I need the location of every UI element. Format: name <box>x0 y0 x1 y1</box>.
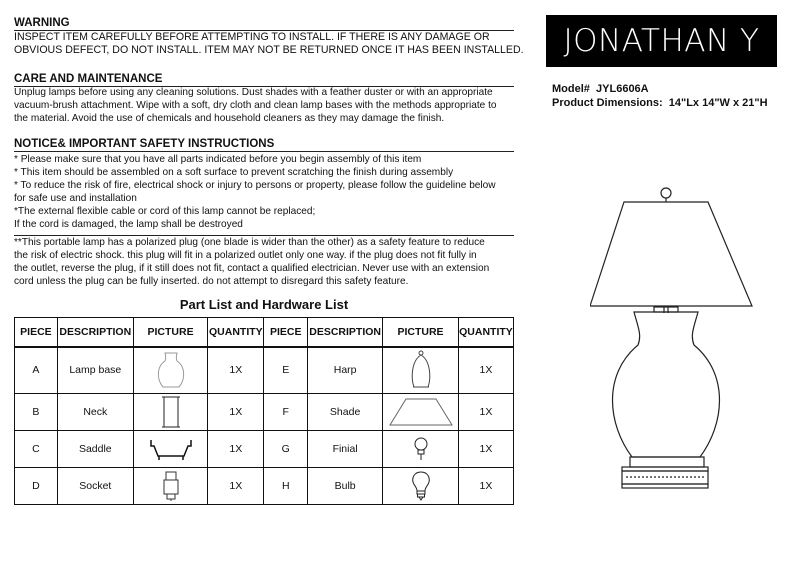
header-quantity: QUANTITY <box>208 318 264 348</box>
quantity-cell: 1X <box>458 347 513 393</box>
dimensions-label: Product Dimensions: <box>552 97 663 109</box>
header-description: DESCRIPTION <box>308 318 383 348</box>
saddle-icon <box>147 436 195 462</box>
care-title: CARE AND MAINTENANCE <box>14 73 163 85</box>
description-cell: Saddle <box>57 430 133 467</box>
quantity-cell: 1X <box>208 393 264 430</box>
piece-cell: D <box>15 467 58 504</box>
care-line: Unplug lamps before using any cleaning solutions. Dust shades with a feather duster or with an appropriate <box>14 87 493 98</box>
safety-rule <box>14 151 514 152</box>
safety-line: If the cord is damaged, the lamp shall be destroyed <box>14 219 243 231</box>
polarized-line: cord unless the plug can be fully inserted. do not attempt to disregard this safety feature. <box>14 276 409 288</box>
finial-icon <box>411 436 431 462</box>
safety-text <box>14 153 496 232</box>
safety-line: * This item should be assembled on a soft surface to prevent scratching the finish during assembly <box>14 167 454 179</box>
description-cell: Harp <box>308 347 383 393</box>
neck-icon <box>160 395 182 429</box>
description-cell: Shade <box>308 393 383 430</box>
piece-cell: G <box>264 430 308 467</box>
parts-header-row <box>15 318 514 348</box>
description-cell: Lamp base <box>57 347 133 393</box>
quantity-cell: 1X <box>208 430 264 467</box>
quantity-cell: 1X <box>458 393 513 430</box>
polarized-line: **This portable lamp has a polarized plug (one blade is wider than the other) as a safety feature to reduce <box>14 237 485 248</box>
description-cell: Neck <box>57 393 133 430</box>
table-row <box>15 430 514 467</box>
piece-cell: E <box>264 347 308 393</box>
header-piece: PIECE <box>264 318 308 348</box>
care-text <box>14 86 497 125</box>
picture-cell <box>133 467 208 504</box>
shade-icon <box>388 396 454 428</box>
lamp-illustration <box>590 185 760 495</box>
care-line: vacuum-brush attachment. Wipe with a soft, dry cloth and clean lamp bases with the methods appropriate to <box>14 100 497 112</box>
piece-cell: C <box>15 430 58 467</box>
safety-line: * To reduce the risk of fire, electrical shock or injury to persons or property, please follow the guideline below <box>14 180 496 192</box>
picture-cell <box>383 467 459 504</box>
finial-part <box>661 188 671 198</box>
table-row <box>15 467 514 504</box>
picture-cell <box>383 393 459 430</box>
polarized-line: the outlet, reverse the plug, if it still does not fit, contact a qualified electrician. Never use with an extension <box>14 263 490 275</box>
description-cell: Bulb <box>308 467 383 504</box>
table-row <box>15 347 514 393</box>
polarized-text <box>14 236 489 288</box>
care-line: the material. Avoid the use of chemicals and household cleaners as they may damage the finish. <box>14 113 445 125</box>
safety-title: NOTICE& IMPORTANT SAFETY INSTRUCTIONS <box>14 138 275 150</box>
parts-table <box>14 317 514 505</box>
shade-part <box>590 202 752 306</box>
dimensions-value: 14"Lx 14"W x 21"H <box>668 97 768 109</box>
piece-cell: B <box>15 393 58 430</box>
piece-cell: F <box>264 393 308 430</box>
description-cell: Finial <box>308 430 383 467</box>
picture-cell <box>383 347 459 393</box>
dimensions-line <box>552 96 768 110</box>
description-cell: Socket <box>57 467 133 504</box>
warning-line: INSPECT ITEM CAREFULLY BEFORE ATTEMPTING TO INSTALL. IF THERE IS ANY DAMAGE OR <box>14 31 490 43</box>
header-picture: PICTURE <box>133 318 208 348</box>
warning-title: WARNING <box>14 17 70 29</box>
brand-logo: JONATHAN Y <box>546 15 777 67</box>
piece-cell: A <box>15 347 58 393</box>
model-line <box>552 82 649 96</box>
safety-line: for safe use and installation <box>14 193 137 205</box>
safety-line: * Please make sure that you have all parts indicated before you begin assembly of this item <box>14 154 422 165</box>
warning-line: OBVIOUS DEFECT, DO NOT INSTALL. ITEM MAY NOT BE RETURNED ONCE IT HAS BEEN INSTALLED. <box>14 44 524 57</box>
picture-cell <box>133 430 208 467</box>
quantity-cell: 1X <box>208 347 264 393</box>
neck-part <box>654 307 678 312</box>
header-piece: PIECE <box>15 318 58 348</box>
model-label: Model# <box>552 83 590 95</box>
safety-line: *The external flexible cable or cord of this lamp cannot be replaced; <box>14 206 316 218</box>
picture-cell <box>133 393 208 430</box>
socket-icon <box>161 470 181 502</box>
quantity-cell: 1X <box>208 467 264 504</box>
table-row <box>15 393 514 430</box>
piece-cell: H <box>264 467 308 504</box>
body-part <box>613 312 720 457</box>
model-value: JYL6606A <box>596 83 649 95</box>
harp-icon <box>409 349 433 391</box>
quantity-cell: 1X <box>458 467 513 504</box>
parts-title: Part List and Hardware List <box>179 297 349 312</box>
picture-cell <box>133 347 208 393</box>
warning-text <box>14 31 524 57</box>
lamp-base-icon <box>156 350 186 390</box>
header-description: DESCRIPTION <box>57 318 133 348</box>
polarized-line: the risk of electric shock. this plug will fit in a polarized outlet only one way. if the plug does not fit fully in <box>14 250 477 262</box>
header-picture: PICTURE <box>383 318 459 348</box>
quantity-cell: 1X <box>458 430 513 467</box>
header-quantity: QUANTITY <box>458 318 513 348</box>
picture-cell <box>383 430 459 467</box>
bulb-icon <box>410 470 432 502</box>
